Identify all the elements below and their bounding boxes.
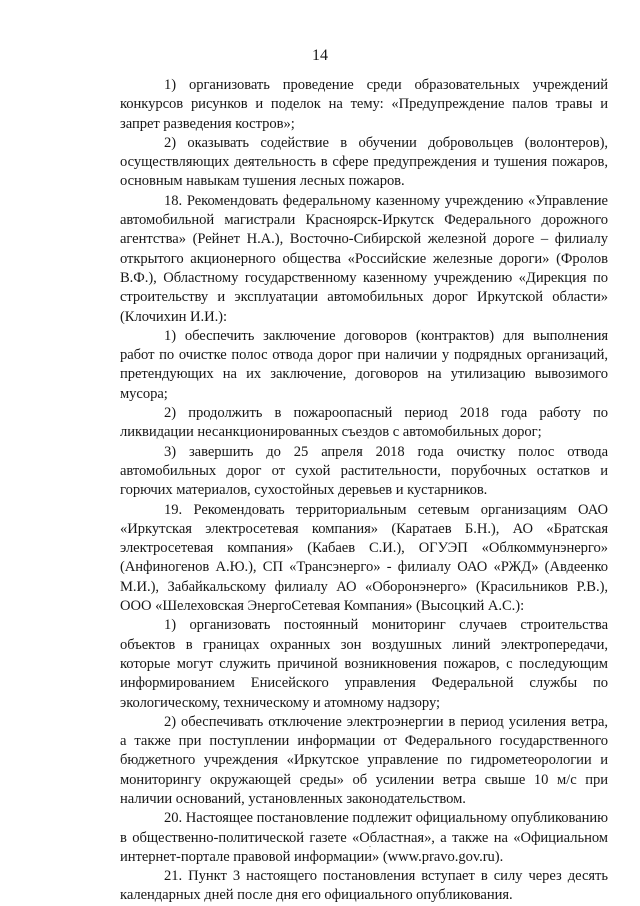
paragraph-18-item-2: 2) продолжить в пожароопасный период 2018 года работу по ликвидации несанкционированных съездов с автомобильных дорог; [120, 405, 608, 441]
paragraph-18-item-3: 3) завершить до 25 апреля 2018 года очистку полос отвода автомобильных дорог от сухой растительности, порубочных остатков и горючих материалов, сухостойных деревьев и кустарников. [120, 443, 608, 499]
paragraph-17-item-2: 2) оказывать содействие в обучении добровольцев (волонтеров), осуществляющих деятельность в сфере предупреждения и тушения пожаров, основным навыкам тушения лесных пожаров. [120, 134, 608, 190]
paragraph-19: 19. Рекомендовать территориальным сетевым организациям ОАО «Иркутская электросетевая компания» (Каратаев Б.Н.), АО «Братская электросетевая компания» (Кабаев С.И.), ОГУЭП «Облкоммунэнерго» (Анфиногенов А.Ю.), СП «Трансэнерго» - филиалу ОАО «РЖД» (Авдеенко М.И.), Забайкальскому филиалу АО «Оборонэнерго» (Красильников Р.В.), ООО «Шелеховская ЭнергоСетевая Компания» (Высоцкий А.С.): [120, 501, 608, 615]
paragraph-20: 20. Настоящее постановление подлежит официальному опубликованию в общественно-политической газете «Областная», а также на «Официальном интернет-портале правовой информации» (www.pravo.gov.ru). [120, 810, 608, 865]
paragraph-18: 18. Рекомендовать федеральному казенному учреждению «Управление автомобильной магистрали Красноярск-Иркутск Федерального дорожного агентства» (Рейнет Н.А.), Восточно-Сибирской железной дороге – филиалу открытого акционерного общества «Российские железные дороги» (Фролов В.Ф.), Областному государственному казенному учреждению «Дирекция по строительству и эксплуатации автомобильных дорог Иркутской области» (Клочихин И.И.): [120, 192, 608, 325]
paragraph-19-item-1: 1) организовать постоянный мониторинг случаев строительства объектов в границах охранных зон воздушных линий электропередачи, которые могут служить причиной возникновения пожаров, с последующим информированием Енисейского управления Федеральной службы по экологическому, техническому и атомному надзору; [120, 617, 608, 711]
paragraph-21: 21. Пункт 3 настоящего постановления вступает в силу через десять календарных дней после дня его официального опубликования. [120, 868, 608, 904]
paragraph-19-item-2: 2) обеспечивать отключение электроэнергии в период усиления ветра, а также при поступлении информации от Федерального государственного бюджетного учреждения «Иркутское управление по гидрометеорологии и мониторингу окружающей среды» об усилении ветра свыше 10 м/с при наличии оснований, установленных законодательством. [120, 713, 608, 807]
paragraph-18-item-1: 1) обеспечить заключение договоров (контрактов) для выполнения работ по очистке полос отвода дорог при наличии у подрядных организаций, претендующих на их заключение, договоров на утилизацию вывозимого мусора; [120, 327, 608, 402]
scan-speck [369, 846, 371, 847]
paragraph-17-item-1: 1) организовать проведение среди образовательных учреждений конкурсов рисунков и поделок на тему: «Предупреждение палов травы и запрет разведения костров»; [120, 77, 608, 132]
page-number: 14 [312, 47, 328, 64]
document-body [120, 76, 608, 906]
